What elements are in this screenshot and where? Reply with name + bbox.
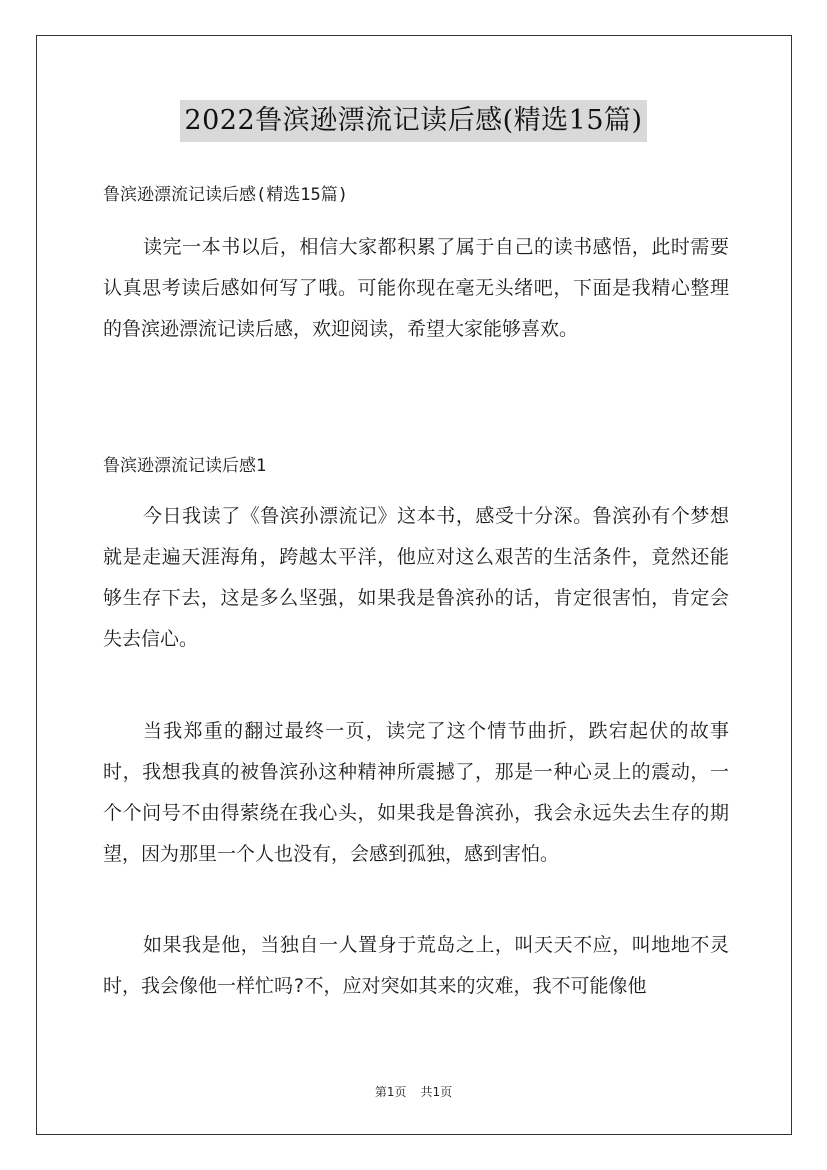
document-title: 2022鲁滨逊漂流记读后感(精选15篇) — [180, 100, 646, 142]
body-paragraph-3: 如果我是他，当独自一人置身于荒岛之上，叫天天不应，叫地地不灵时，我会像他一样忙吗?不，应对突如其来的灾难，我不可能像他 — [103, 934, 729, 997]
page-footer — [0, 1083, 827, 1100]
body-paragraph-2: 当我郑重的翻过最终一页，读完了这个情节曲折，跌宕起伏的故事时，我想我真的被鲁滨孙这种精神所震撼了，那是一种心灵上的震动，一个个问号不由得萦绕在我心头，如果我是鲁滨孙，我会永远失去生存的期望，因为那里一个人也没有，会感到孤独，感到害怕。 — [103, 720, 729, 865]
page-number-label: 第1页 — [374, 1085, 407, 1099]
page-total-label: 共1页 — [420, 1085, 453, 1099]
body-paragraph-1: 今日我读了《鲁滨孙漂流记》这本书，感受十分深。鲁滨孙有个梦想就是走遍天涯海角，跨越太平洋，他应对这么艰苦的生活条件，竟然还能够生存下去，这是多么坚强，如果我是鲁滨孙的话，肯定很害怕，肯定会失去信心。 — [103, 505, 729, 650]
section-heading-1: 鲁滨逊漂流记读后感1 — [103, 456, 267, 476]
document-subtitle: 鲁滨逊漂流记读后感(精选15篇) — [103, 185, 348, 205]
intro-paragraph: 读完一本书以后，相信大家都积累了属于自己的读书感悟，此时需要认真思考读后感如何写了哦。可能你现在毫无头绪吧，下面是我精心整理的鲁滨逊漂流记读后感，欢迎阅读，希望大家能够喜欢。 — [103, 236, 729, 340]
document-title-container — [0, 100, 827, 142]
